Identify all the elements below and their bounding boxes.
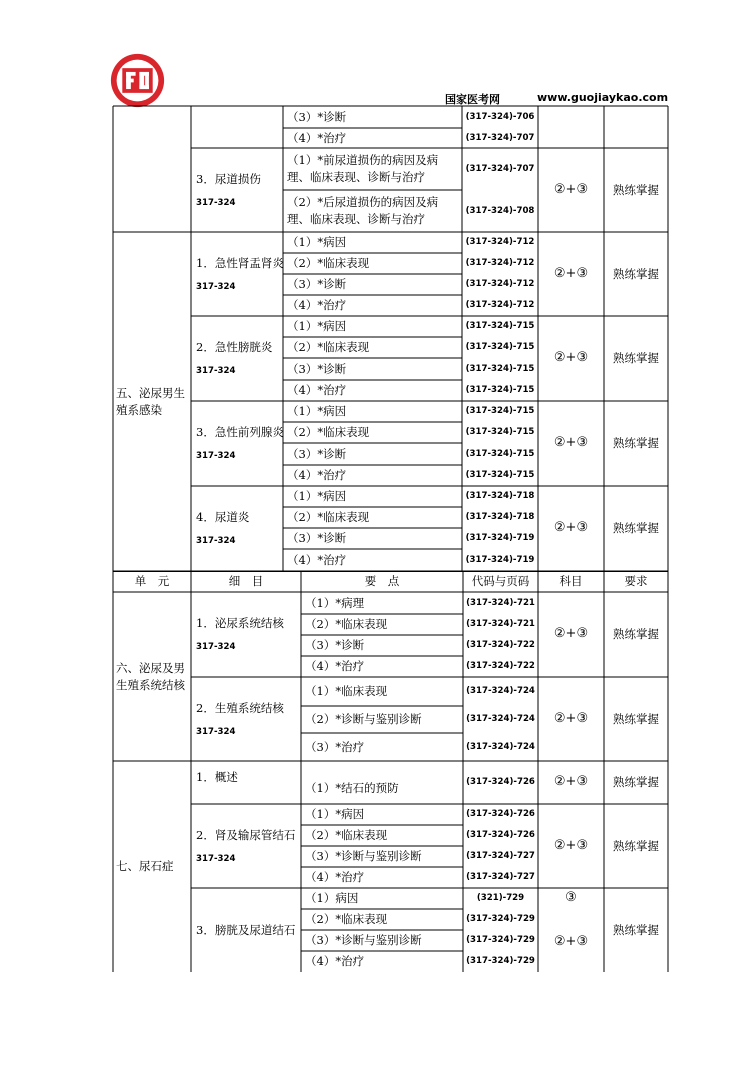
item-code: 317-324 bbox=[196, 853, 236, 864]
point-cell: （3）*治疗 bbox=[305, 739, 365, 754]
code-cell: (317-324)-706 bbox=[465, 111, 535, 122]
point-cell: （4）*治疗 bbox=[287, 130, 347, 145]
point-cell: （3）*诊断 bbox=[287, 277, 347, 292]
point-cell: （3）*诊断 bbox=[287, 446, 347, 461]
point-cell: （1）*病因 bbox=[305, 807, 365, 822]
point-cell: （1）*病因 bbox=[287, 319, 347, 334]
point-cell: （3）*诊断 bbox=[305, 638, 365, 653]
code-cell: (317-324)-724 bbox=[466, 741, 535, 752]
requirement-cell: 熟练掌握 bbox=[613, 775, 659, 790]
point-cell: （4）*治疗 bbox=[287, 383, 347, 398]
code-cell: (317-324)-715 bbox=[465, 385, 535, 396]
item-acute-pyelonephritis bbox=[196, 232, 282, 316]
point-cell: （4）*治疗 bbox=[305, 659, 365, 674]
subject-cell: ②+③ bbox=[553, 837, 589, 853]
unit-cell: 六、泌尿及男生殖系统结核 bbox=[116, 660, 185, 692]
item-acute-cystitis bbox=[196, 316, 282, 401]
point-cell: （2）*临床表现 bbox=[305, 617, 388, 632]
point-cell: （4）*治疗 bbox=[287, 298, 347, 313]
point-cell: （3）*诊断 bbox=[287, 109, 347, 124]
header-detail: 细 目 bbox=[228, 574, 264, 589]
item-code: 317-324 bbox=[196, 451, 236, 462]
point-cell: （1）*前尿道损伤的病因及病理、临床表现、诊断与治疗 bbox=[287, 153, 439, 184]
requirement-cell: 熟练掌握 bbox=[613, 182, 659, 197]
requirement-cell: 熟练掌握 bbox=[613, 711, 659, 726]
item-acute-prostatitis bbox=[196, 401, 282, 486]
header-points: 要 点 bbox=[364, 574, 400, 589]
header-unit: 单 元 bbox=[134, 574, 170, 589]
code-cell: (317-324)-707 bbox=[465, 163, 535, 174]
code-cell: (317-324)-729 bbox=[466, 935, 535, 946]
code-cell: (317-324)-715 bbox=[465, 342, 535, 353]
point-cell: （1）*病因 bbox=[287, 235, 347, 250]
code-cell: (317-324)-707 bbox=[465, 132, 535, 143]
point-cell: （1）*病因 bbox=[287, 404, 347, 419]
requirement-cell: 熟练掌握 bbox=[613, 351, 659, 366]
point-cell: （3）*诊断与鉴别诊断 bbox=[305, 849, 422, 864]
code-cell: (317-324)-712 bbox=[465, 258, 535, 269]
point-cell: （4）*治疗 bbox=[287, 552, 347, 567]
item-code: 317-324 bbox=[196, 366, 236, 377]
requirement-cell: 熟练掌握 bbox=[613, 266, 659, 281]
code-cell: (317-324)-727 bbox=[466, 851, 535, 862]
point-cell: （1）*病理 bbox=[305, 595, 365, 610]
site-name: 国家医考网 bbox=[445, 93, 500, 106]
point-cell: （2）*后尿道损伤的病因及病理、临床表现、诊断与治疗 bbox=[287, 195, 439, 226]
item-name: 2．急性膀胱炎 bbox=[196, 340, 273, 355]
item-name: 2．肾及输尿管结石 bbox=[196, 827, 296, 842]
point-cell: （3）*诊断 bbox=[287, 361, 347, 376]
header-requirement: 要求 bbox=[624, 574, 648, 589]
subject-cell: ②+③ bbox=[553, 265, 589, 281]
item-bladder-urethral-stones: 3．膀胱及尿道结石 bbox=[196, 922, 296, 937]
item-genital-tuberculosis bbox=[196, 677, 300, 761]
point-cell: （2）*临床表现 bbox=[287, 425, 370, 440]
code-cell: (317-324)-715 bbox=[465, 427, 535, 438]
point-cell: （4）*治疗 bbox=[287, 468, 347, 483]
unit-cell: 五、泌尿男生殖系感染 bbox=[116, 385, 185, 417]
item-urethral-injury bbox=[196, 148, 282, 232]
code-cell: (317-324)-715 bbox=[465, 448, 535, 459]
code-cell: (317-324)-729 bbox=[466, 956, 535, 967]
code-cell: (317-324)-721 bbox=[466, 597, 535, 608]
subject-cell: ②+③ bbox=[553, 435, 589, 451]
point-cell: （2）*临床表现 bbox=[287, 340, 370, 355]
item-kidney-ureteral-stones bbox=[196, 804, 300, 888]
item-code: 317-324 bbox=[196, 642, 236, 653]
code-cell: (317-324)-722 bbox=[466, 661, 535, 672]
item-urinary-tuberculosis bbox=[196, 592, 300, 677]
point-cell: （1）病因 bbox=[305, 891, 359, 906]
site-url[interactable]: www.guojiaykao.com bbox=[537, 91, 669, 104]
code-cell: (317-324)-726 bbox=[466, 777, 535, 788]
point-cell: （2）*临床表现 bbox=[287, 256, 370, 271]
code-cell: (317-324)-726 bbox=[466, 809, 535, 820]
requirement-cell: 熟练掌握 bbox=[613, 627, 659, 642]
code-cell: (317-324)-712 bbox=[465, 237, 535, 248]
header-subject: 科目 bbox=[559, 574, 583, 589]
item-name: 2．生殖系统结核 bbox=[196, 700, 284, 715]
subject-cell: ②+③ bbox=[553, 933, 589, 949]
subject-cell: ②+③ bbox=[553, 350, 589, 366]
item-code: 317-324 bbox=[196, 536, 236, 547]
item-urethritis bbox=[196, 486, 282, 571]
requirement-cell: 熟练掌握 bbox=[613, 436, 659, 451]
code-cell: (317-324)-724 bbox=[466, 686, 535, 697]
item-name: 1．泌尿系统结核 bbox=[196, 616, 284, 631]
item-name: 4．尿道炎 bbox=[196, 510, 250, 525]
code-cell: (317-324)-727 bbox=[466, 872, 535, 883]
code-cell: (317-324)-729 bbox=[466, 914, 535, 925]
code-cell: (317-324)-712 bbox=[465, 300, 535, 311]
requirement-cell: 熟练掌握 bbox=[613, 521, 659, 536]
code-cell: (321)-729 bbox=[476, 893, 525, 904]
item-code: 317-324 bbox=[196, 197, 236, 208]
code-cell: (317-324)-718 bbox=[465, 512, 535, 523]
code-cell: (317-324)-715 bbox=[465, 406, 535, 417]
code-cell: (317-324)-715 bbox=[465, 321, 535, 332]
header-code: 代码与页码 bbox=[471, 574, 530, 589]
item-name: 3．急性前列腺炎 bbox=[196, 425, 284, 440]
subject-cell: ②+③ bbox=[553, 774, 589, 790]
item-name: 3．尿道损伤 bbox=[196, 171, 261, 186]
code-cell: (317-324)-719 bbox=[465, 554, 535, 565]
subject-cell: ②+③ bbox=[553, 710, 589, 726]
requirement-cell: 熟练掌握 bbox=[613, 922, 659, 937]
item-code: 317-324 bbox=[196, 281, 236, 292]
subject-cell: ②+③ bbox=[553, 626, 589, 642]
code-cell: (317-324)-721 bbox=[466, 619, 535, 630]
code-cell: (317-324)-708 bbox=[465, 205, 535, 216]
code-cell: (317-324)-715 bbox=[465, 363, 535, 374]
subject-cell: ③ bbox=[565, 890, 577, 906]
item-overview: 1．概述 bbox=[196, 770, 238, 785]
item-code: 317-324 bbox=[196, 726, 236, 737]
code-cell: (317-324)-726 bbox=[466, 830, 535, 841]
point-cell: （1）*病因 bbox=[287, 489, 347, 504]
point-cell: （3）*诊断 bbox=[287, 531, 347, 546]
requirement-cell: 熟练掌握 bbox=[613, 838, 659, 853]
code-cell: (317-324)-724 bbox=[466, 714, 535, 725]
item-name: 1．急性肾盂肾炎 bbox=[196, 255, 284, 270]
point-cell: （1）*临床表现 bbox=[305, 684, 388, 699]
point-cell: （1）*结石的预防 bbox=[305, 781, 399, 796]
point-cell: （3）*诊断与鉴别诊断 bbox=[305, 933, 422, 948]
unit-cell: 七、尿石症 bbox=[116, 859, 174, 874]
code-cell: (317-324)-718 bbox=[465, 491, 535, 502]
point-cell: （2）*临床表现 bbox=[287, 510, 370, 525]
point-cell: （4）*治疗 bbox=[305, 954, 365, 969]
subject-cell: ②+③ bbox=[553, 181, 589, 197]
code-cell: (317-324)-712 bbox=[465, 279, 535, 290]
code-cell: (317-324)-722 bbox=[466, 640, 535, 651]
point-cell: （4）*治疗 bbox=[305, 870, 365, 885]
point-cell: （2）*临床表现 bbox=[305, 912, 388, 927]
subject-cell: ②+③ bbox=[553, 520, 589, 536]
code-cell: (317-324)-719 bbox=[465, 533, 535, 544]
point-cell: （2）*临床表现 bbox=[305, 828, 388, 843]
code-cell: (317-324)-715 bbox=[465, 470, 535, 481]
point-cell: （2）*诊断与鉴别诊断 bbox=[305, 712, 422, 727]
